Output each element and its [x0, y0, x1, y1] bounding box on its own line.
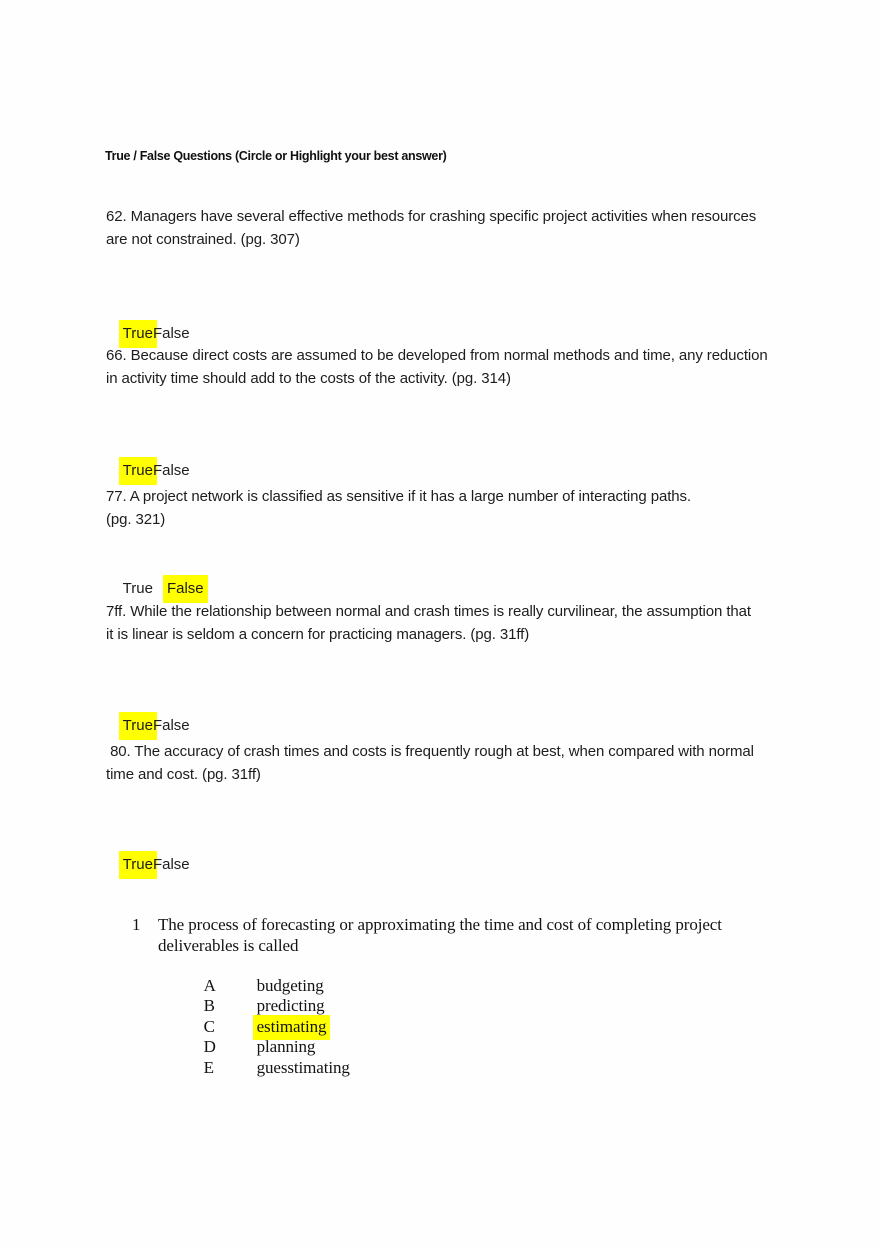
question-66-line1: 66. Because direct costs are assumed to be developed from normal methods and time, any reduction [106, 347, 768, 364]
false-option-7ff[interactable]: False [152, 717, 190, 734]
mc-question-stem [158, 914, 722, 956]
mc-option-e-letter: E [203, 1058, 214, 1077]
question-80-line2: time and cost. (pg. 31ff) [106, 766, 261, 783]
question-80 [106, 740, 754, 786]
mc-option-c-letter: C [203, 1017, 215, 1036]
mc-option-c-label[interactable]: estimating [253, 1015, 331, 1040]
answer-row-80 [106, 830, 190, 899]
false-option-80[interactable]: False [152, 856, 190, 873]
mc-option-a-label[interactable]: budgeting [256, 976, 324, 995]
question-80-line1: 80. The accuracy of crash times and costs is frequently rough at best, when compared with normal [106, 743, 754, 760]
question-62-line1: 62. Managers have several effective methods for crashing specific project activities when resources [106, 208, 757, 225]
section-header: True / False Questions (Circle or Highlight your best answer) [105, 149, 447, 163]
mc-option-e-label[interactable]: guesstimating [256, 1058, 350, 1077]
true-option-80[interactable]: True [119, 851, 157, 879]
question-77-line2: (pg. 321) [106, 511, 166, 528]
question-66 [106, 344, 768, 390]
question-77 [106, 485, 691, 531]
question-62 [106, 205, 756, 251]
question-62-line2: are not constrained. (pg. 307) [106, 231, 300, 248]
mc-stem-line1: The process of forecasting or approximating the time and cost of completing project [158, 915, 722, 934]
true-option-62[interactable]: True [119, 320, 157, 348]
true-option-77[interactable]: True [122, 580, 153, 597]
mc-stem-line2: deliverables is called [158, 936, 299, 955]
mc-option-a-letter: A [203, 976, 216, 995]
false-option-62[interactable]: False [152, 325, 190, 342]
mc-option-d-label[interactable]: planning [256, 1037, 316, 1056]
false-option-66[interactable]: False [152, 462, 190, 479]
true-option-66[interactable]: True [119, 457, 157, 485]
mc-option-b-label[interactable]: predicting [256, 996, 325, 1015]
true-option-7ff[interactable]: True [119, 712, 157, 740]
question-77-line1: 77. A project network is classified as sensitive if it has a large number of interacting paths. [106, 488, 691, 505]
question-7ff [106, 600, 751, 646]
mc-option-d-letter: D [203, 1037, 216, 1056]
mc-question-number: 1 [132, 915, 141, 934]
question-7ff-line2: it is linear is seldom a concern for practicing managers. (pg. 31ff) [106, 626, 530, 643]
question-66-line2: in activity time should add to the costs of the activity. (pg. 314) [106, 370, 511, 387]
mc-option-b-letter: B [203, 996, 215, 1015]
mc-option-e [187, 1038, 350, 1098]
false-option-77[interactable]: False [163, 575, 208, 603]
question-7ff-line1: 7ff. While the relationship between normal and crash times is really curvilinear, the assumption that [106, 603, 751, 620]
